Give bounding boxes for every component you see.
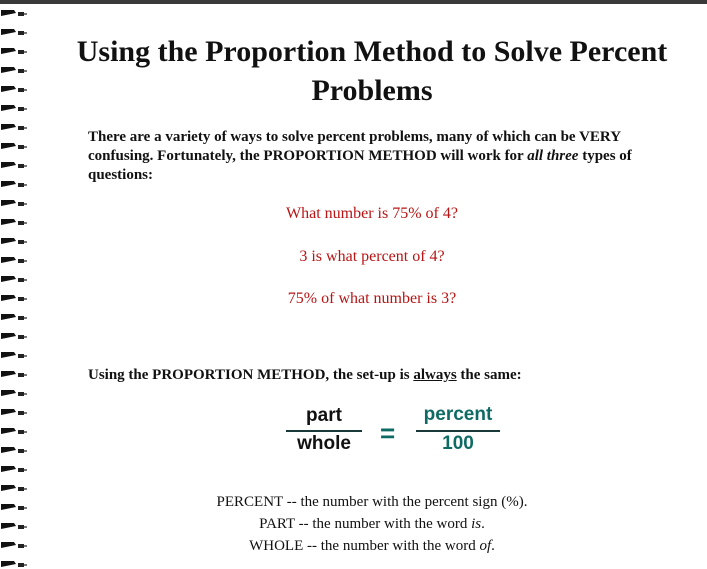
question-1: What number is 75% of 4? [286,205,458,222]
setup-underlined: always [413,367,457,383]
intro-text-1: There are a variety of ways to solve percent problems, many of which can be VERY confusing. Fortunately, the PROPORTION METHOD will work for [88,129,621,164]
fraction-left-numerator: part [306,405,342,426]
definition-part-word: is [471,516,482,532]
question-2: 3 is what percent of 4? [299,248,445,265]
document-page [30,0,707,569]
fraction-left-denominator: whole [297,433,351,454]
definition-whole-text: WHOLE -- the number with the word [249,538,480,554]
setup-text-1: Using the PROPORTION METHOD, the set-up is [88,367,414,383]
spiral-coil [1,371,27,377]
spiral-coil [1,276,27,282]
definition-whole-word: of [479,538,492,554]
setup-sentence [88,367,522,384]
definition-part-text: PART -- the number with the word [259,516,472,532]
spiral-coil [1,200,27,206]
spiral-binding-icon [0,4,30,569]
page-title [30,32,707,110]
fraction-right-denominator: 100 [442,433,474,454]
fraction-right-bar [416,430,500,432]
spiral-coil [1,504,27,510]
spiral-coil [1,485,27,491]
setup-text-2: the same: [456,367,522,383]
question-3: 75% of what number is 3? [287,290,457,307]
spiral-coil [1,409,27,415]
spiral-coil [1,314,27,320]
spiral-coil [1,48,27,54]
definition-part: PART -- the number with the word is. [259,516,485,532]
spiral-coil [1,67,27,73]
spiral-coil [1,257,27,263]
title-line-2: Problems [311,74,433,107]
spiral-coil [1,105,27,111]
spiral-coil [1,352,27,358]
spiral-coil [1,390,27,396]
definition-percent: PERCENT -- the number with the percent sign (%). [216,494,528,510]
spiral-coil [1,447,27,453]
spiral-coil [1,143,27,149]
fraction-left-bar [286,430,362,432]
spiral-coil [1,219,27,225]
intro-italic: all three [527,148,579,164]
definition-whole: WHOLE -- the number with the word of. [249,538,495,554]
spiral-coil [1,86,27,92]
spiral-coil [1,561,27,567]
equals-sign: = [380,418,396,448]
spiral-coil [1,181,27,187]
intro-text-2: types of questions: [88,148,632,183]
spiral-coil [1,162,27,168]
spiral-coil [1,10,27,16]
fraction-right-numerator: percent [423,404,493,425]
spiral-coil [1,238,27,244]
spiral-coil [1,333,27,339]
intro-paragraph [88,128,688,185]
spiral-coil [1,124,27,130]
spiral-coil [1,466,27,472]
spiral-coil [1,542,27,548]
title-line-1: Using the Proportion Method to Solve Percent [76,35,668,68]
spiral-coil [1,295,27,301]
spiral-coil [1,523,27,529]
spiral-coil [1,29,27,35]
spiral-coil [1,428,27,434]
